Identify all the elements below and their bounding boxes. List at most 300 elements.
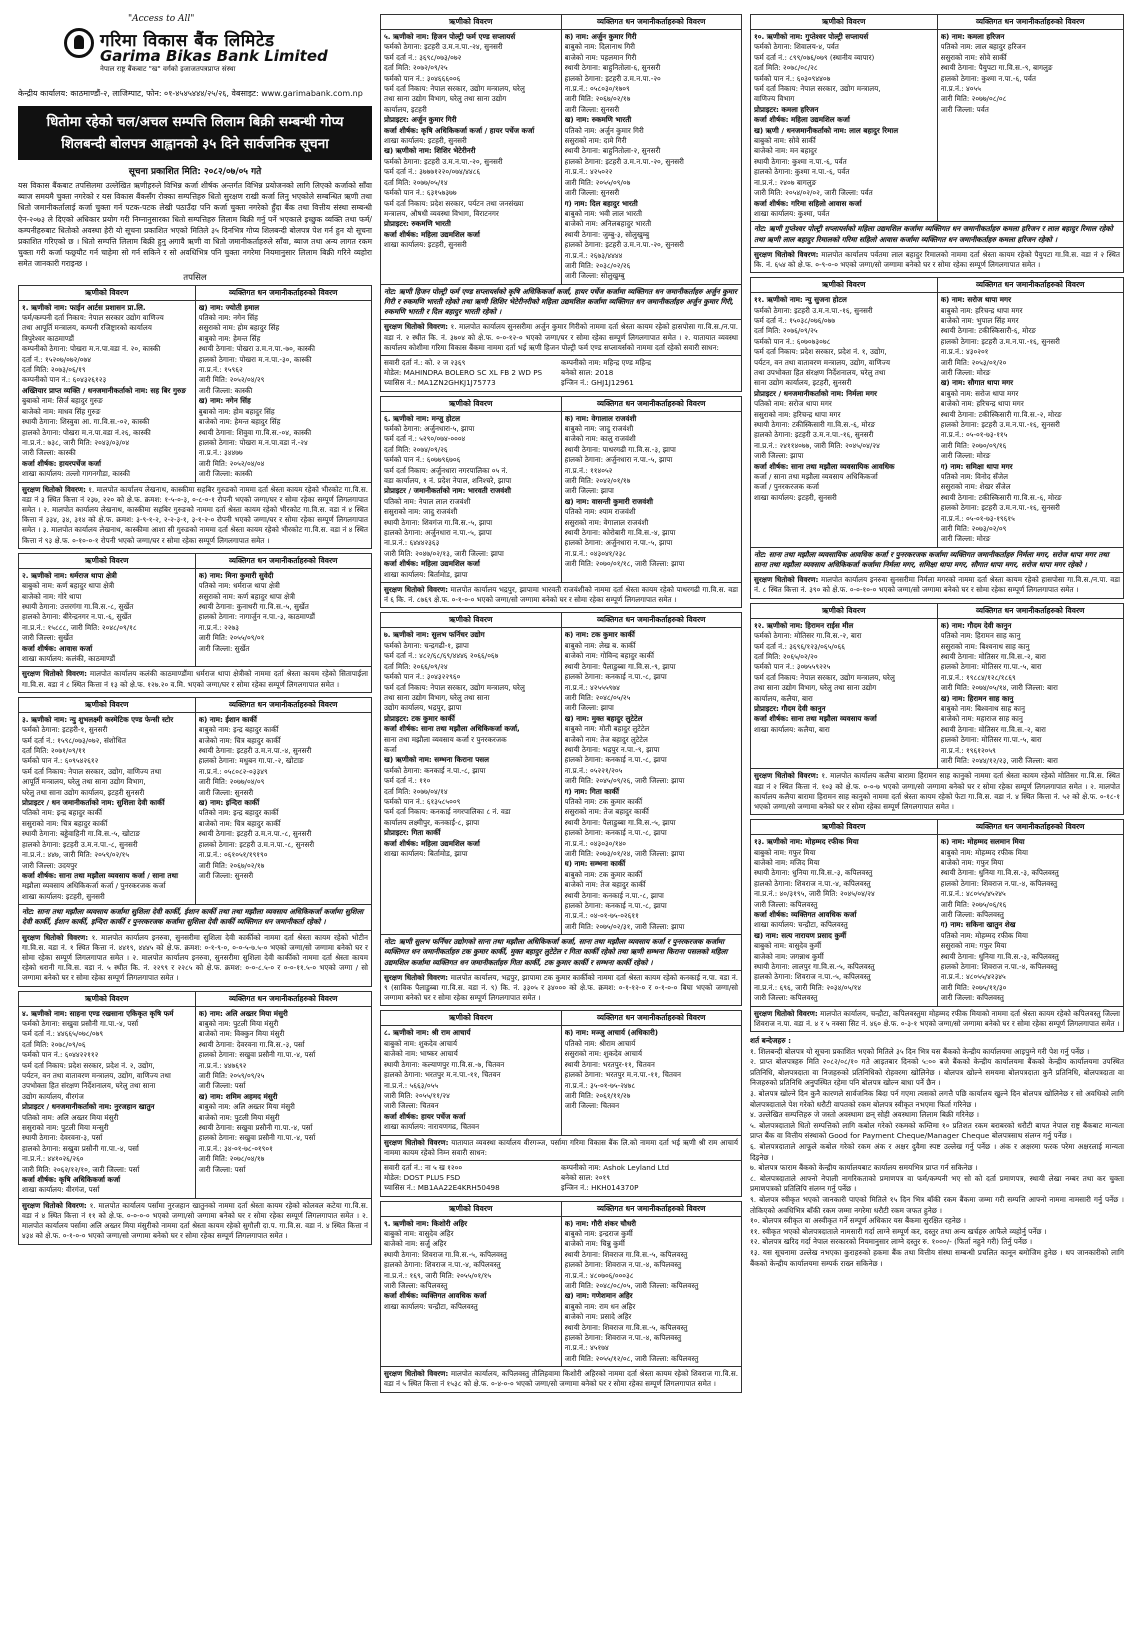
detail-line: स्थायी ठेगाना: देवरवना-३, पर्सा bbox=[22, 1133, 103, 1143]
detail-line: क) नाम: गौदम देवी कानुन bbox=[940, 620, 1012, 630]
condition-item: ५. बोलपत्रदाताले धितो सम्पत्तिको लागि कबोल गरेको रकमको कम्तिमा १० प्रतिशत रकम बराबरको धरौटी बापत नेपाल राष्ट्र बैंकबाट मान्यता प्राप्त बैंक वा वित्तीय संस्थाको Good for Payment Cheque/Manager Cheque बोलपत्रसाथ संलग्न गर्नु पर्नेछ । bbox=[750, 1120, 1124, 1141]
loanee-header: ऋणीको विवरण bbox=[751, 15, 938, 30]
guarantor-details bbox=[196, 713, 372, 904]
detail-line: जारी जिल्ला: कपिलवस्तु bbox=[384, 1281, 448, 1290]
record-box bbox=[750, 14, 1124, 273]
banner-line-2: शिलबन्दी बोलपत्र आह्वानको ३५ दिने सार्वजनिक सूचना bbox=[61, 136, 329, 152]
detail-line: हालको ठेगाना: मोतिसर गा.पा.-५, बारा bbox=[940, 735, 1042, 745]
condition-item: ११. स्वीकृत भएको बोलपत्रदाताले नामसारी गर्दा लाग्ने सम्पूर्ण कर, दस्तुर तथा अन्य खर्चहरु आफैले व्यहोर्नु पर्नेछ । bbox=[750, 1226, 1047, 1236]
detail-line: बाबुको नाम: दिलानाथ गिरी bbox=[564, 42, 635, 52]
detail-line: हालको ठेगाना: नागार्जुन न.पा.-३, काठमाण्डौं bbox=[198, 612, 315, 622]
record-body bbox=[381, 30, 741, 284]
guarantor-details bbox=[938, 30, 1124, 221]
detail-line: ग) नाम: गिता कार्की bbox=[564, 786, 619, 796]
detail-line: स्थायी ठेगाना: इटहरी उ.म.न.पा.-८, सुनसरी bbox=[198, 829, 312, 839]
detail-line: जारी मिति: २०४७/०२/१३, जारी जिल्ला: झापा bbox=[384, 548, 504, 558]
detail-line: घ) नाम: सम्भना कार्की bbox=[564, 859, 626, 869]
detail-line: फर्म दर्ता निकाय: अर्जुनधारा नगरपालिका ०५ नं. bbox=[384, 465, 508, 475]
loanee-details bbox=[751, 619, 938, 769]
detail-line: ना.प्र.नं.: ६४४४२३६३ bbox=[384, 538, 440, 548]
detail-line: ना.प्र.नं.: ७३८, जारी मिति: २०४३/०३/०४ bbox=[22, 437, 130, 447]
detail-line: स्थायी ठेगाना: कुनाथरी गा.वि.स.-५, सुर्खेत bbox=[198, 601, 309, 611]
detail-line: १२. ऋणीको नाम: हिरामन राईस मील bbox=[754, 620, 854, 630]
intro-paragraph: यस विकास बैंकबाट तपसिलमा उल्लेखित ऋणीहरुले विभिन्न कर्जा शीर्षक अन्तर्गत विभिन्न प्रयोजनको लागि लिएको कर्जाको साँवा ब्याज समयमै चुक्ता नगरेको र यस विकास बैंकसँग रोक्का सम्पत्तिहरु धितो सुरक्षण राखी कर्जा लिनु भएकोले सम्बन्धित ऋणी तथा धितो जमानीकर्तालाई कर्जा चुक्ता गर्न पटक-पटक लेखी पठाउँदा पनि कर्जा चुक्ता नगरेको हुँदा बैंक तथा वित्तीय संस्था सम्बन्धी ऐन-२०७३ ले दिएको अधिकार प्रयोग गरी निम्नानुसारका धितो सम्पत्तिहरु लिलाम बिक्री गर्नु पर्ने भएकाले इच्छुक व्यक्ति तथा फर्म/कम्पनीहरुबाट धितोको अवस्था हेरी यो सूचना प्रकाशित भएको मितिले ३५ दिनभित्र गोप्य शिलबन्दी बोलपत्र पेश गर्न हुन यो सूचना प्रकाशित गरिएको छ । धितो सम्पत्ति लिलाम बिक्री हुनु अगावै ऋणी वा धितो जमानीकर्ताहरुले साँवा, ब्याज तथा अन्य लागत रकम चुक्ता गरी कर्जा फछ्र्यौट गर्न चाहेमा सो गर्न सकिने र सो अवधिभित्र पनि चुक्ता नगरेमा नियमानुसार लिलाम बिक्री गरिने व्यहोरा समेत जानकारी गराइन्छ । bbox=[18, 181, 372, 269]
detail-line: जारी जिल्ला: सुर्खेत bbox=[198, 643, 250, 653]
detail-line: स्थायी ठेगाना: बाहुनितोला-६, सुनसरी bbox=[564, 63, 661, 73]
record-box bbox=[380, 1201, 742, 1393]
record-header bbox=[751, 604, 1123, 619]
detail-line: ना.प्र.नं.: ३४४७७ bbox=[198, 448, 243, 458]
collateral-section bbox=[19, 482, 371, 548]
record-body bbox=[751, 835, 1123, 1006]
detail-line: बाबुको नाम: गफुर मिया bbox=[754, 847, 816, 857]
detail-line: जारी मिति: २०६७/०२/१७ bbox=[564, 94, 631, 104]
detail-line: स्थायी ठेगाना: पाथरगढी गा.वि.स.-३, झापा bbox=[564, 444, 676, 454]
detail-line: पतिको नाम: टक कुमार कार्की bbox=[564, 796, 643, 806]
detail-line: क) नाम: ईशान कार्की bbox=[198, 714, 257, 724]
detail-line: बाजेको नाम: भाष्कर आचार्य bbox=[384, 1049, 458, 1059]
detail-line: १०. ऋणीको नाम: गुप्तेश्वर पोल्ट्री सप्लायर्स bbox=[754, 32, 869, 41]
detail-line: ग) नाम: दिल बहादुर भारती bbox=[564, 198, 638, 208]
detail-line: उपभोक्ता हित संरक्षण निर्देशनालय, घरेलु तथा साना bbox=[22, 1081, 156, 1091]
record-header bbox=[19, 554, 371, 569]
detail-line: दर्ता मिति: २०७८/०९/०६ bbox=[22, 1039, 86, 1049]
vehicle-line: बनेको साल: 2018 bbox=[561, 368, 614, 378]
detail-line: फर्मको ठेगाना: मोतिसर गा.वि.स.-२, बारा bbox=[754, 631, 862, 641]
detail-line: फर्म दर्ता नं.: ३६९८/०७३/०७२ bbox=[384, 52, 462, 62]
guarantor-header: व्यक्तिगत धन जमानीकर्ताहरुको विवरण bbox=[196, 554, 372, 569]
collateral-text: मालपोत कार्यालय भद्रपुर, झापामा भारवती राजवंशीको नाममा दर्ता श्रेस्ता कायम रहेको पाथरगढी गा.वि.स. वडा नं ६ कि. नं. ८७६९ क्षे.फ. ०-१-०-० भएको जग्गा/सो जग्गामा बनेको घर र सोमा रहेका सम्पूर्ण लिगलगापात समेत । bbox=[384, 585, 738, 605]
detail-line: बाजेको नाम: हरिचन्द्र थापा मगर bbox=[940, 399, 1024, 409]
detail-line: ना.प्र.नं.: ०५२२१/२०५ bbox=[564, 765, 623, 775]
loanee-header: ऋणीको विवरण bbox=[19, 554, 196, 569]
detail-line: पतिको नाम: श्रीराम आचार्य bbox=[564, 1038, 636, 1048]
detail-line: जारी मिति: २०६१/११/२७ bbox=[564, 1090, 631, 1100]
detail-line: पतिको नाम: लाल बहादुर हरिजन bbox=[940, 42, 1026, 52]
guarantor-header: व्यक्तिगत धन जमानीकर्ताहरुको विवरण bbox=[938, 820, 1124, 835]
detail-line: ससुराको नाम: जादु राजवंशी bbox=[384, 507, 458, 517]
detail-line: ना.प्र.नं.: २६७३/४४४४ bbox=[564, 250, 623, 260]
detail-line: बाजेको नाम: चिन्नु कुर्मी bbox=[564, 1239, 625, 1249]
detail-line: फर्म दर्ता निकाय: नेपाल सरकार, उद्योग मन्त्रालय, घरेलु bbox=[754, 672, 895, 682]
detail-line: तथा साना उद्योग विभाग, घरेलु तथा साना उद्योग bbox=[754, 683, 877, 693]
vehicle-line: च्यासिस नं.: MB1AA22E4KRH50498 bbox=[384, 1183, 500, 1193]
detail-line: ना.प्र.नं.: ४२५०२२ bbox=[564, 167, 613, 177]
record-note: नोट: साना तथा मझौला व्यवसायिक आवधिक कर्जा र पुनरकरजक कर्जामा व्यक्तिगत जमानीकर्ताहरु निर्मला मगर, सरोज थापा मगर तथा साना तथा मझौला व्यवसाय अधिकिकर्जा कर्जामा निर्मला मगर, समिक्षा थापा मगर, सौगात थापा मगर, सरोज थापा मगर रहेको । bbox=[751, 547, 1123, 572]
detail-line: ना.प्र.नं.: ४३०२०१ bbox=[940, 347, 989, 357]
detail-line: स्थायी ठेगाना: कुश्मा न.पा.-६, पर्वत bbox=[754, 156, 847, 166]
detail-line: जारी मिति: २०७३/०१/२४, जारी जिल्ला: झापा bbox=[564, 849, 685, 859]
detail-line: शाखा कार्यालय: इटहरी, सुनसरी bbox=[384, 136, 467, 146]
detail-line: ना.प्र.नं.: २४०७ बागलुङ bbox=[754, 177, 817, 187]
vehicle-line: कम्पनीको नाम: Ashok Leyland Ltd bbox=[561, 1162, 670, 1172]
detail-line: फर्मको ठेगाना: कनकाई न.पा.-८, झापा bbox=[384, 765, 486, 775]
detail-line: जारी मिति: २०५४/०२/०२, जारी जिल्ला: पर्वत bbox=[754, 188, 873, 198]
loanee-header: ऋणीको विवरण bbox=[19, 698, 196, 713]
detail-line: मन्त्रालय, औषधी व्यवस्था विभाग, विराटनगर bbox=[384, 208, 499, 218]
detail-line: जारी जिल्ला: झापा bbox=[564, 486, 614, 496]
collateral-section bbox=[381, 1366, 741, 1391]
detail-line: बाबुको नाम: बिश्वनाथ साह कानु bbox=[940, 703, 1026, 713]
detail-line: ना.प्र.नं.: ०४३०३०/१४० bbox=[564, 838, 627, 848]
detail-line: हालको ठेगाना: मोतिसर गा.पा.-५, बारा bbox=[940, 662, 1042, 672]
detail-line: स्थायी ठेगाना: पैलाडुब्बा गा.वि.स.-९, झापा bbox=[564, 661, 676, 671]
loanee-details bbox=[19, 1007, 196, 1198]
detail-line: स्थायी ठेगाना: कोरोबारी गा.वि.स.-४, झापा bbox=[564, 528, 676, 538]
detail-line: हालको ठेगाना: सखुवा प्रसौनी गा.पा.-४, पर्सा bbox=[22, 1143, 139, 1153]
vehicle-line: सवारी दर्ता नं.: ना ५ ख १२०० bbox=[384, 1162, 463, 1172]
detail-line: स्थायी ठेगाना: टकीस्किसारी गा.वि.स.-२, मोरङ bbox=[940, 409, 1062, 419]
detail-line: बाबुको नाम: कर्ण बहादुर थापा क्षेत्री bbox=[22, 581, 115, 591]
detail-line: ना.प्र.नं.: ४८०५५/४५२४५ bbox=[940, 889, 1006, 899]
detail-line: क) नाम: सरोज थापा मगर bbox=[940, 295, 1012, 305]
detail-line: बुबाको नाम: सिर्ज बहादुर गुरुङ bbox=[22, 396, 103, 406]
detail-line: कर्जा शीर्षक: साना तथा मझौला अधिकिकर्जा कर्जा, bbox=[384, 724, 520, 734]
collateral-text: मालपोत कार्यालय, कपिलवस्तु तौलिहवामा किशोरी अहिरको नाममा दर्ता श्रेस्ता कायम रहेको शिवराज गा.वि.स. वडा नं ५ स्थित कित्ता नं १५३८ को क्षे.फ. ०-४-०-० भएको जग्गा/सो जग्गामा बनेको घर र सोमा रहेका सम्पूर्ण लिगलगापात समेत । bbox=[384, 1369, 738, 1389]
loanee-header: ऋणीको विवरण bbox=[381, 15, 562, 30]
detail-line: हालको ठेगाना: शिवराज न.पा.-४, कपिलवस्तु bbox=[940, 878, 1058, 888]
collateral-text: यातायात व्यवस्था कार्यालय वीरगञ्ज, पर्सामा गरिमा विकास बैंक लि.को नाममा दर्ता भई ऋणी श्री राम आचार्य नाममा कायम रहेको निम्न सवारी साधन: bbox=[384, 1137, 738, 1157]
detail-line: प्रोप्राइटर / धनजमानीकर्ताको नाम: निर्मला मगर bbox=[754, 388, 877, 398]
detail-line: शाखा कार्यालय: बिर्तामोड, झापा bbox=[384, 569, 468, 579]
detail-line: जारी मिति: २०४५/०९/२६, जारी जिल्ला: झापा bbox=[564, 776, 685, 786]
condition-item: २. प्राप्त बोलपत्रहरु मिति २०८२/०८/१० गते आइतबार दिनको ५:०० बजे बैंकको केन्द्रीय कार्यालयमा बैंकको केन्द्रीय कार्यालयमा उपस्थित प्रतिनिधि, बोलपत्रदाता वा निजहरुको प्रतिनिधिको रोहवरमा खोलिनेछ । बोलपत्र खोल्ने समयमा बोलपत्रदाता कुनै प्रतिनिधि, बोलपत्रदाता वा निजहरुको प्रतिनिधि अनुपस्थित रहेमा पनि बोलपत्र खोल्न बाधा पर्ने छैन । bbox=[750, 1057, 1124, 1088]
detail-line: फर्म दर्ता निकाय: प्रदेश सरकार, प्रदेश नं. १, उद्योग, bbox=[754, 347, 887, 357]
detail-line: पतिको नाम: सरोज थापा मगर bbox=[754, 399, 832, 409]
record-note: नोट: ऋणी सुलभ फर्निचर उद्योगको साना तथा मझौला अधिकिकर्जा कर्जा, साना तथा मझौला व्यवसाय कर्जा र पुनरकरजक कर्जामा व्यक्तिगत धन जमानीकर्ताहरु टक कुमार कार्की, मुक्त बहादुर लुटेटेल र गिता कार्की रहेको तथा ऋणी सम्भना किराना पसलको महिला उद्यमशिल कर्जामा व्यक्तिगत धन जमानीकर्ताहरु गिता कार्की, टक कुमार कार्की र सम्भना कार्की रहेको । bbox=[381, 934, 741, 970]
loanee-header: ऋणीको विवरण bbox=[751, 278, 938, 293]
guarantor-header: व्यक्तिगत धन जमानीकर्ताहरुको विवरण bbox=[562, 613, 742, 628]
detail-line: जारी जिल्ला: कास्की bbox=[198, 385, 253, 395]
detail-line: हालको ठेगाना: भरतपुर म.न.पा.-११, चितवन bbox=[564, 1070, 681, 1080]
detail-line: जारी मिति: २०४२/०१/१७ bbox=[564, 476, 631, 486]
detail-line: जारी जिल्ला: पर्वत bbox=[940, 104, 989, 114]
conditions-title: शर्त बन्देजहरु : bbox=[750, 1036, 792, 1046]
detail-line: जारी जिल्ला: कास्की bbox=[198, 469, 253, 479]
publication-date: सूचना प्रकाशित मिति: २०८२/०७/०५ गते bbox=[128, 167, 262, 177]
detail-line: पतिको नाम: धर्मराज थापा क्षेत्री bbox=[198, 581, 280, 591]
detail-line: हालको ठेगाना: भरतपुर म.न.पा.-११, चितवन bbox=[384, 1070, 501, 1080]
detail-line: कर्जा शीर्षक: महिला उद्यमशिल कर्जा bbox=[384, 559, 480, 569]
detail-line: जारी मिति: २०७५/०२/३१, जारी जिल्ला: झापा bbox=[564, 921, 685, 931]
detail-line: ११. ऋणीको नाम: न्यु सुजना होटल bbox=[754, 295, 847, 305]
detail-line: स्थायी ठेगाना: टकीस्किसारी गा.वि.स.-६, मोरङ bbox=[754, 420, 876, 429]
detail-line: ख) नाम: सौगात थापा मगर bbox=[940, 378, 1014, 388]
detail-line: ३. ऋणीको नाम: न्यु शुभलक्ष्मी कस्मेटिक एण्ड फेन्सी स्टोर bbox=[22, 714, 174, 724]
detail-line: प्रोप्राइटर: कमला हरिजन bbox=[754, 104, 819, 114]
detail-line: फर्म दर्ता नं.: ५२९०/०७४-०००४ bbox=[384, 434, 466, 444]
col1-records bbox=[18, 285, 372, 1245]
detail-line: स्थायी ठेगाना: कनकाई न.पा.-८, झापा bbox=[564, 890, 664, 900]
detail-line: स्थायी ठेगाना: भद्रपुर न.पा.-९, झापा bbox=[564, 744, 660, 754]
detail-line: ६. ऋणीको नाम: मन्जु होटल bbox=[384, 413, 461, 423]
record-box bbox=[380, 1010, 742, 1196]
detail-line: जारी मिति: २०७८/०४/१७ bbox=[198, 1154, 265, 1164]
detail-line: ९. ऋणीको नाम: किशोरी अहिर bbox=[384, 1218, 468, 1228]
detail-line: बाबुको नाम: राम धन अहिर bbox=[564, 1301, 636, 1311]
detail-line: फर्म दर्ता निकाय: नेपाल सरकार, उद्योग, वाणिज्य तथा bbox=[22, 766, 162, 776]
detail-line: हालको ठेगाना: शिवराज न.पा.-५, कपिलवस्तु bbox=[754, 972, 871, 982]
detail-line: प्रोप्राइटर / जमानीकर्ताको नाम: भारवती राजवंशी bbox=[384, 486, 512, 496]
detail-line: ससुराको नाम: दामे गिरी bbox=[564, 136, 627, 146]
detail-line: क) नाम: वेगालाल राजवंशी bbox=[564, 413, 637, 423]
detail-line: जारी जिल्ला: सुनसरी bbox=[564, 104, 620, 114]
detail-line: ससुराको नाम: वेगालाल राजवंशी bbox=[564, 517, 649, 527]
detail-line: स्थायी ठेगाना: धुनिया गा.वि.स.-३, कपिलवस्तु bbox=[940, 868, 1059, 878]
detail-line: ना.प्र.नं.: ४५१७४ bbox=[564, 1343, 609, 1353]
detail-line: जारी मिति: २०६२/१२/१०, जारी जिल्ला: पर्सा bbox=[22, 1164, 140, 1174]
loanee-details bbox=[381, 30, 562, 284]
collateral-text: मालपोत कार्यालय पर्वतमा लाल बहादुर रिमालको नाममा दर्ता श्रेस्ता कायम रहेको पैयुपटा गा.वि.स. वडा नं २ स्थित कि. नं. ६५४ को क्षे.फ. ०-९-०-० भएको जग्गा/सो जग्गामा बनेको घर र सोमा रहेका सम्पूर्ण लिगलगापात समेत । bbox=[754, 249, 1120, 269]
detail-line: दर्ता मिति: २०७४/०९/२६ bbox=[384, 444, 448, 454]
detail-line: जारी मिति: २०४४/१२/२३, जारी जिल्ला: बारा bbox=[940, 755, 1058, 765]
loanee-details bbox=[381, 1217, 562, 1367]
collateral-text: १. मालपोत कार्यालय पर्सामा नुरजहान खातुनको नाममा दर्ता श्रेस्ता कायम रहेको कोलवल कटेया गा.वि.स. वडा नं ४ स्थित कित्ता नं ११ को क्षे.फ. ०-०-०-० भएको जग्गा/सो जग्गामा बनेको घर र सोमा रहेका सम्पूर्ण लिगलगापात समेत । २. मालपोत कार्यालय पर्सामा अलि अख्तर मिया मंसुरीको नाममा दर्ता श्रेस्ता कायम रहेको सुगौली दा.प. गा.वि.स. वडा नं. ४ स्थित कित्ता नं ४३४ को क्षे.फ. ०-१-०-० भएको जग्गा/सो जग्गामा बनेको घर र सोमा रहेका सम्पूर्ण लिगलगापात समेत । bbox=[22, 1200, 369, 1241]
loanee-details bbox=[381, 1026, 562, 1134]
detail-line: फर्मको पान नं.: ६०४४२२११२ bbox=[22, 1050, 99, 1060]
detail-line: पतिको नाम: नेपाल लाल राजवंशी bbox=[384, 496, 471, 506]
notice-page bbox=[18, 14, 1124, 1628]
detail-line: उद्योग कार्यालय, भद्रपुर, झापा bbox=[384, 703, 462, 713]
record-header bbox=[751, 278, 1123, 293]
detail-line: स्थायी ठेगाना: धुनिया गा.वि.स.-३, कपिलवस्तु bbox=[940, 951, 1059, 961]
detail-line: ना.प्र.नं.: ४४७६९२ bbox=[198, 1060, 247, 1070]
col2-records bbox=[380, 14, 742, 1393]
detail-line: शाखा कार्यालय: इटहरी, सुनसरी bbox=[754, 492, 837, 502]
record-header bbox=[751, 820, 1123, 835]
guarantor-details bbox=[562, 30, 742, 284]
detail-line: पतिको नाम: अलि अख्तर मिया मंसुरी bbox=[22, 1112, 119, 1122]
detail-line: अख्तियार प्राप्त व्यक्ति / धनजमानीकर्ताको नाम: सह बिर गुरुङ bbox=[22, 385, 186, 395]
detail-line: ४. ऋणीको नाम: साहना एण्ड रखसाना एकिकृत कृषि फर्म bbox=[22, 1008, 174, 1018]
detail-line: ना.प्र.नं.: १५९६२ bbox=[198, 365, 243, 375]
detail-line: क) नाम: मोहम्मद सलमान मिया bbox=[940, 837, 1025, 847]
detail-line: ना.प्र.नं.: ४८०५५/४२३४५ bbox=[940, 972, 1006, 982]
loanee-details bbox=[19, 301, 196, 482]
detail-line: प्रोप्राइटर: अर्जुन कुमार गिरी bbox=[384, 115, 457, 125]
condition-item: ३. बोलपत्र खोल्ने दिन कुनै कारणले सार्वजनिक बिदा पर्न गएमा त्यसको लगत्तै पछि कार्यालय खुल्ने दिन बोलपत्र खोलिनेछ र सो अवधिको लागि बोलपत्रदाताले पेश गरेको धरौटी वापतको रकम बोलपत्र स्वीकृत नभएमा फिर्ता गरिनेछ । bbox=[750, 1089, 1124, 1109]
detail-line: बाबुको नाम: सरोज थापा मगर bbox=[940, 388, 1019, 398]
record-note: नोट: साना तथा मझौला व्यवसाय कर्जामा सुशिला देवी कार्की, ईशान कार्की तथा तथा मझौला व्यवसाय अधिकिकर्जा कर्जामा सुशिला देवी कार्की, ईशान कार्की, इन्दिरा कार्की र पुनरकरजक कर्जामा सुशिला देवी कार्की व्यक्तिगत धन जमानीकर्ता रहेको । bbox=[19, 904, 371, 929]
detail-line: उद्योग कार्यालय, वीरगंज bbox=[22, 1091, 84, 1101]
detail-line: स्थायी ठेगाना: टकीस्किसारी गा.वि.स.-६, मोरङ bbox=[940, 492, 1062, 502]
detail-line: प्रोप्राइटर: गिता कार्की bbox=[384, 828, 441, 838]
record-header bbox=[381, 397, 741, 412]
detail-line: बाजेको नाम: पहलमान गिरी bbox=[564, 52, 637, 62]
vehicle-line: बनेको साल: २०१९ bbox=[561, 1173, 611, 1183]
condition-item: ८. बोलपत्रदाताले आफ्नो नेपाली नागरिकताको प्रमाणपत्र वा फर्म/कम्पनी भए सो को दर्ता प्रमाणपत्र, स्थायी लेखा नम्बर तथा कर चुक्ता प्रमाणपत्रको प्रतिलिपि संलग्न गर्नु पर्नेछ । bbox=[750, 1173, 1124, 1194]
collateral-section bbox=[751, 1006, 1123, 1031]
vehicle-details bbox=[381, 1160, 741, 1196]
detail-line: जारी जिल्ला: चितवन bbox=[564, 1101, 620, 1111]
loanee-header: ऋणीको विवरण bbox=[751, 604, 938, 619]
detail-line: फर्मको पान नं.: ३०४६६६००६ bbox=[384, 73, 461, 83]
record-header bbox=[19, 286, 371, 301]
detail-line: बाबुको नाम: हेमन्त सिंह bbox=[198, 333, 261, 343]
condition-item: ७. बोलपत्र फाराम बैंकको केन्द्रीय कार्यालयबाट कार्यालय समयभित्र प्राप्त गर्न सकिनेछ । bbox=[750, 1163, 978, 1173]
detail-line: तथा साना उद्योग विभाग, घरेलु तथा साना उद्योग bbox=[384, 94, 507, 104]
detail-line: फर्म दर्ता नं.: ४८२/६८/६९/४४४६ २०६६/०६७ bbox=[384, 651, 499, 661]
vehicle-line: मोडेल: MAHINDRA BOLERO SC XL FB 2 WD PS bbox=[384, 368, 543, 378]
detail-line: कार्यालय, कलैया, बारा bbox=[754, 693, 813, 703]
detail-line: हालको ठेगाना: पोखरा म.न.पा.-३०, कास्की bbox=[198, 354, 312, 364]
detail-line: शाखा कार्यालय: वीरगंज, पर्सा bbox=[22, 1185, 100, 1195]
detail-line: ख) नाम: नगेन सिंह bbox=[198, 396, 251, 406]
collateral-label: सुरक्षण धितोको विवरण: bbox=[384, 585, 448, 595]
detail-line: बाजेको नाम: हेमन्त बहादुर सिंह bbox=[198, 417, 281, 427]
detail-line: जारी मिति: २०६७/०२/१७ bbox=[198, 860, 265, 870]
guarantor-details bbox=[938, 293, 1124, 547]
detail-line: ना.प्र.नं.: ०५-०१-७३-१९६१५ bbox=[940, 513, 1015, 523]
detail-line: ७. ऋणीको नाम: सुलभ फर्निचर उद्योग bbox=[384, 630, 485, 640]
loanee-details bbox=[751, 293, 938, 547]
detail-line: बाबुको नाम: हरिचन्द्र थापा मगर bbox=[940, 305, 1023, 315]
detail-line: स्थायी ठेगाना: टकीस्किसारी-६, मोरङ bbox=[940, 326, 1036, 336]
collateral-label: सुरक्षण धितोको विवरण: bbox=[22, 1200, 87, 1210]
detail-line: बाजेको नाम: महाराज साह कानु bbox=[940, 714, 1023, 724]
detail-line: ना.प्र.नं.: ०६१०५१/१९१९० bbox=[198, 850, 268, 860]
collateral-section bbox=[751, 768, 1123, 814]
vehicle-grid bbox=[384, 358, 738, 389]
detail-line: ख) नाम: गणेशमान अहिर bbox=[564, 1291, 633, 1301]
detail-line: जारी मिति: २०५२/०४/०४ bbox=[198, 458, 265, 468]
detail-line: कर्जा bbox=[384, 744, 397, 754]
record-box bbox=[18, 553, 372, 693]
guarantor-details bbox=[938, 619, 1124, 769]
loanee-header: ऋणीको विवरण bbox=[381, 397, 562, 412]
detail-line: हालको ठेगाना: अर्जुनधारा न.पा.-५, झापा bbox=[564, 538, 673, 548]
detail-line: क) नाम: अलि अख्तर मिया मंसुरी bbox=[198, 1008, 288, 1018]
collateral-label: सुरक्षण धितोको विवरण: bbox=[754, 575, 819, 585]
detail-line: ना.प्र.नं.: ४४७, जारी मिति: २०५९/०२/१५ bbox=[22, 850, 130, 860]
detail-line: जारी जिल्ला: कपिलवस्तु bbox=[940, 910, 1004, 920]
detail-line: फर्म दर्ता निकाय: प्रदेश सरकार, पर्यटन तथा जनसंख्या bbox=[384, 198, 524, 208]
bank-logo-icon bbox=[64, 28, 94, 58]
vehicle-grid bbox=[384, 1163, 738, 1194]
record-box bbox=[18, 991, 372, 1245]
detail-line: फर्म दर्ता नं.: १५९८/०७३/०७२, संशोधित bbox=[22, 735, 126, 745]
collateral-text: १. मालपोत कार्यालय सुनसरीमा अर्जुन कुमार गिरीको नाममा दर्ता श्रेस्ता कायम रहेको हासपोसा गा.वि.स./न.पा. वडा नं. २ स्थीत कि. नं. ३७०४ को क्षे.फ. ०-०-१२-० भएको जग्गा/घर र सोमा रहेका सम्पूर्ण लिगलगापात समेत । २. यातायात व्यवस्था कार्यालय कोशीमा गरिमा विकास बैंकमा नाममा दर्ता भई ऋणी हिजन पोल्ट्री फर्म एण्ड सप्लायर्सको नाममा दर्ता रहेको सवारी साधन: bbox=[384, 322, 738, 352]
detail-line: ना.प्र.नं.: २४११४०७७, जारी मिति: २०४५/०४/२४ bbox=[754, 440, 880, 450]
detail-line: बाजेको नाम: माधव सिंह गुरुङ bbox=[22, 406, 101, 416]
detail-line: स्थायी ठेगाना: शिवराज गा.वि.स.-५, कपिलवस्तु bbox=[384, 1249, 507, 1259]
detail-line: हालको ठेगाना: इटहरी उ.म.न.पा.-८, सुनसरी bbox=[198, 839, 315, 849]
detail-line: ना.प्र.नं.: ३५-०१-७५-२४७८ bbox=[564, 1080, 636, 1090]
collateral-section bbox=[381, 970, 741, 1006]
tapsil-heading: तपसिल bbox=[183, 272, 207, 283]
collateral-label: सुरक्षण धितोको विवरण: bbox=[384, 1369, 449, 1379]
detail-line: पतिको नाम: हिरामन साह कानु bbox=[940, 631, 1021, 641]
detail-line: शाखा कार्यालय: चन्द्रौटा, कपिलवस्तु bbox=[754, 920, 848, 930]
detail-line: ख) ऋणीको नाम: शिशिर भेटेरीनरी bbox=[384, 146, 476, 156]
detail-line: बाबुको नाम: मोती बहादुर लुटेटेल bbox=[564, 724, 650, 734]
detail-line: हालको ठेगाना: इटहरी उ.म.न.पा.-१६, सुनसरी bbox=[940, 336, 1060, 346]
detail-line: बाजेको नाम: चित्र बहादुर कार्की bbox=[198, 818, 281, 828]
office-address: केन्द्रीय कार्यालय: काठमाण्डौं-२, लाजिम्पाट, फोन: ०१-४५४५४४४/२५/२६, वेबसाइट: www.garimabank.com.np bbox=[18, 89, 363, 98]
record-box bbox=[750, 603, 1124, 816]
loanee-header: ऋणीको विवरण bbox=[19, 286, 196, 301]
detail-line: ग) नाम: समिक्षा थापा मगर bbox=[940, 461, 1013, 471]
record-body bbox=[381, 1217, 741, 1367]
detail-line: घरेलु तथा साना उद्योग कार्यालय, इटहरी सुनसरी bbox=[22, 787, 145, 797]
detail-line: ससुराको नाम: चित्र बहादुर कार्की bbox=[22, 818, 108, 828]
detail-line: स्थायी ठेगाना: लालपुर गा.वि.स.-५, कपिलवस्तु bbox=[754, 962, 875, 972]
detail-line: ख) नाम: ज्योती हमाल bbox=[198, 302, 260, 312]
detail-line: स्थायी ठेगाना: मोतिसर गा.वि.स.-२, बारा bbox=[940, 651, 1046, 661]
detail-line: हालको ठेगाना: कनकाई न.पा.-८, झापा bbox=[564, 901, 667, 911]
record-body bbox=[19, 713, 371, 904]
detail-line: जारी मिति: २०५३/०१/२० bbox=[940, 357, 1007, 367]
detail-line: जारी जिल्ला: पर्सा bbox=[198, 1081, 246, 1091]
detail-line: ससुराको नाम: पुटली मिया मन्सुरी bbox=[22, 1123, 109, 1133]
detail-line: पर्यटन, वन तथा वातावरण मन्त्रालय, उद्योग, वाणिज्य bbox=[754, 357, 890, 367]
collateral-section bbox=[381, 582, 741, 607]
guarantor-header: व्यक्तिगत धन जमानीकर्ताहरुको विवरण bbox=[562, 1202, 742, 1217]
guarantor-details bbox=[196, 569, 372, 667]
record-note: नोट: ऋणी गुप्तेश्वर पोल्ट्री सप्लायर्सको महिला उद्यमशिल कर्जामा व्यक्तिगत धन जमानीकर्ताहरु कमला हरिजन र लाल बहादुर रिमाल रहेको तथा ऋणी लाल बहादुर रिमालको गरिमा सहिलो आवास कर्जामा व्यक्तिगत धन जमानीकर्ताहरु कमला हरिजन रहेको । bbox=[751, 221, 1123, 246]
detail-line: हालको ठेगाना: कनकाई न.पा.-८, झापा bbox=[564, 755, 667, 765]
record-box bbox=[380, 14, 742, 392]
conditions-list bbox=[750, 1047, 1124, 1269]
detail-line: जारी जिल्ला: पर्सा bbox=[198, 1164, 246, 1174]
guarantor-header: व्यक्तिगत धन जमानीकर्ताहरुको विवरण bbox=[938, 15, 1124, 30]
detail-line: स्थायी ठेगाना: देवरवना गा.वि.स.-३, पर्सा bbox=[198, 1039, 305, 1049]
vehicle-line: इन्जिन नं.: HKH014370P bbox=[561, 1183, 639, 1193]
detail-line: स्थायी ठेगाना: जुम्बु-३, सोलुखुम्बु bbox=[564, 229, 650, 239]
collateral-section bbox=[751, 247, 1123, 272]
detail-line: १. ऋणीको नाम: फाईन आर्टस प्रशासन प्रा.लि. bbox=[22, 302, 146, 312]
detail-line: स्थायी ठेगाना: शिवराज गा.वि.स.-५, कपिलवस्तु bbox=[564, 1322, 688, 1332]
detail-line: कर्जा शीर्षक: साना तथा मझौला व्यवसाय कर्जा bbox=[754, 714, 877, 724]
detail-line: ना.प्र.नं.: १५८८८, जारी मिति: २०४८/०९/१८ bbox=[22, 622, 137, 632]
detail-line: पतिको नाम: इन्द्र बहादुर कार्की bbox=[198, 808, 279, 818]
detail-line: बाबुको नाम: मोहम्मद रफीक मिया bbox=[940, 847, 1028, 857]
collateral-section bbox=[381, 319, 741, 355]
record-body bbox=[381, 628, 741, 934]
record-header bbox=[381, 15, 741, 30]
detail-line: बाबुको नाम: इन्द्र बहादुर कार्की bbox=[198, 725, 279, 735]
detail-line: जारी जिल्ला: कपिलवस्तु bbox=[940, 993, 1004, 1003]
detail-line: साना तथा मझौला व्यवसाय कर्जा र पुनरकरजक bbox=[384, 734, 507, 744]
record-body bbox=[19, 569, 371, 667]
detail-line: फर्मको पान नं.: ३०७५५९२२५ bbox=[754, 662, 831, 672]
detail-line: जारी मिति: २०५५/११/२४ bbox=[384, 1090, 450, 1100]
guarantor-header: व्यक्तिगत धन जमानीकर्ताहरुको विवरण bbox=[938, 604, 1124, 619]
detail-line: स्थायी ठेगाना: पैयुपटा गा.वि.स.-९, बागलुङ bbox=[940, 63, 1053, 73]
detail-line: दर्ता मिति: २०७७/०५/१४ bbox=[384, 177, 448, 187]
detail-line: फर्म दर्ता नं.: ८९९/०७६/०७९ (स्थानीय व्यापार) bbox=[754, 52, 875, 62]
notice-banner bbox=[18, 106, 372, 160]
detail-line: बाबुको नाम: टक कुमार कार्की bbox=[564, 869, 643, 879]
record-body bbox=[751, 619, 1123, 769]
detail-line: कर्जा शीर्षक: कृषि अधिकिकर्जा कर्जा / हायर पर्चेज कर्जा bbox=[384, 125, 535, 135]
detail-line: जारी मिति: २०५९/०९/२५ bbox=[198, 1070, 265, 1080]
record-header bbox=[19, 698, 371, 713]
detail-line: हालको ठेगाना: शिवराज न.पा.-४, कपिलवस्तु bbox=[384, 1260, 501, 1270]
guarantor-header: व्यक्तिगत धन जमानीकर्ताहरुको विवरण bbox=[196, 286, 372, 301]
guarantor-details bbox=[196, 301, 372, 482]
detail-line: जारी मिति: २०४८/०५/२५ bbox=[564, 692, 631, 702]
detail-line: हालको ठेगाना: अर्जुनधारा न.पा.-५, झापा bbox=[384, 528, 492, 538]
detail-line: हालको ठेगाना: कनकाई न.पा.-८, झापा bbox=[564, 672, 667, 682]
column-1 bbox=[18, 14, 372, 1249]
detail-line: क) नाम: टक कुमार कार्की bbox=[564, 630, 635, 640]
detail-line: जारी जिल्ला: सुनसरी bbox=[564, 188, 620, 198]
detail-line: शाखा कार्यालय: चन्द्रौटा, कपिलवस्तु bbox=[384, 1301, 478, 1311]
detail-line: जारी मिति: २०७४/०५/१४, जारी जिल्ला: बारा bbox=[940, 683, 1058, 693]
guarantor-header: व्यक्तिगत धन जमानीकर्ताहरुको विवरण bbox=[196, 698, 372, 713]
detail-line: ना.प्र.नं.: ४०/३१९५, जारी मिति: २०४५/०४/२४ bbox=[754, 889, 875, 899]
